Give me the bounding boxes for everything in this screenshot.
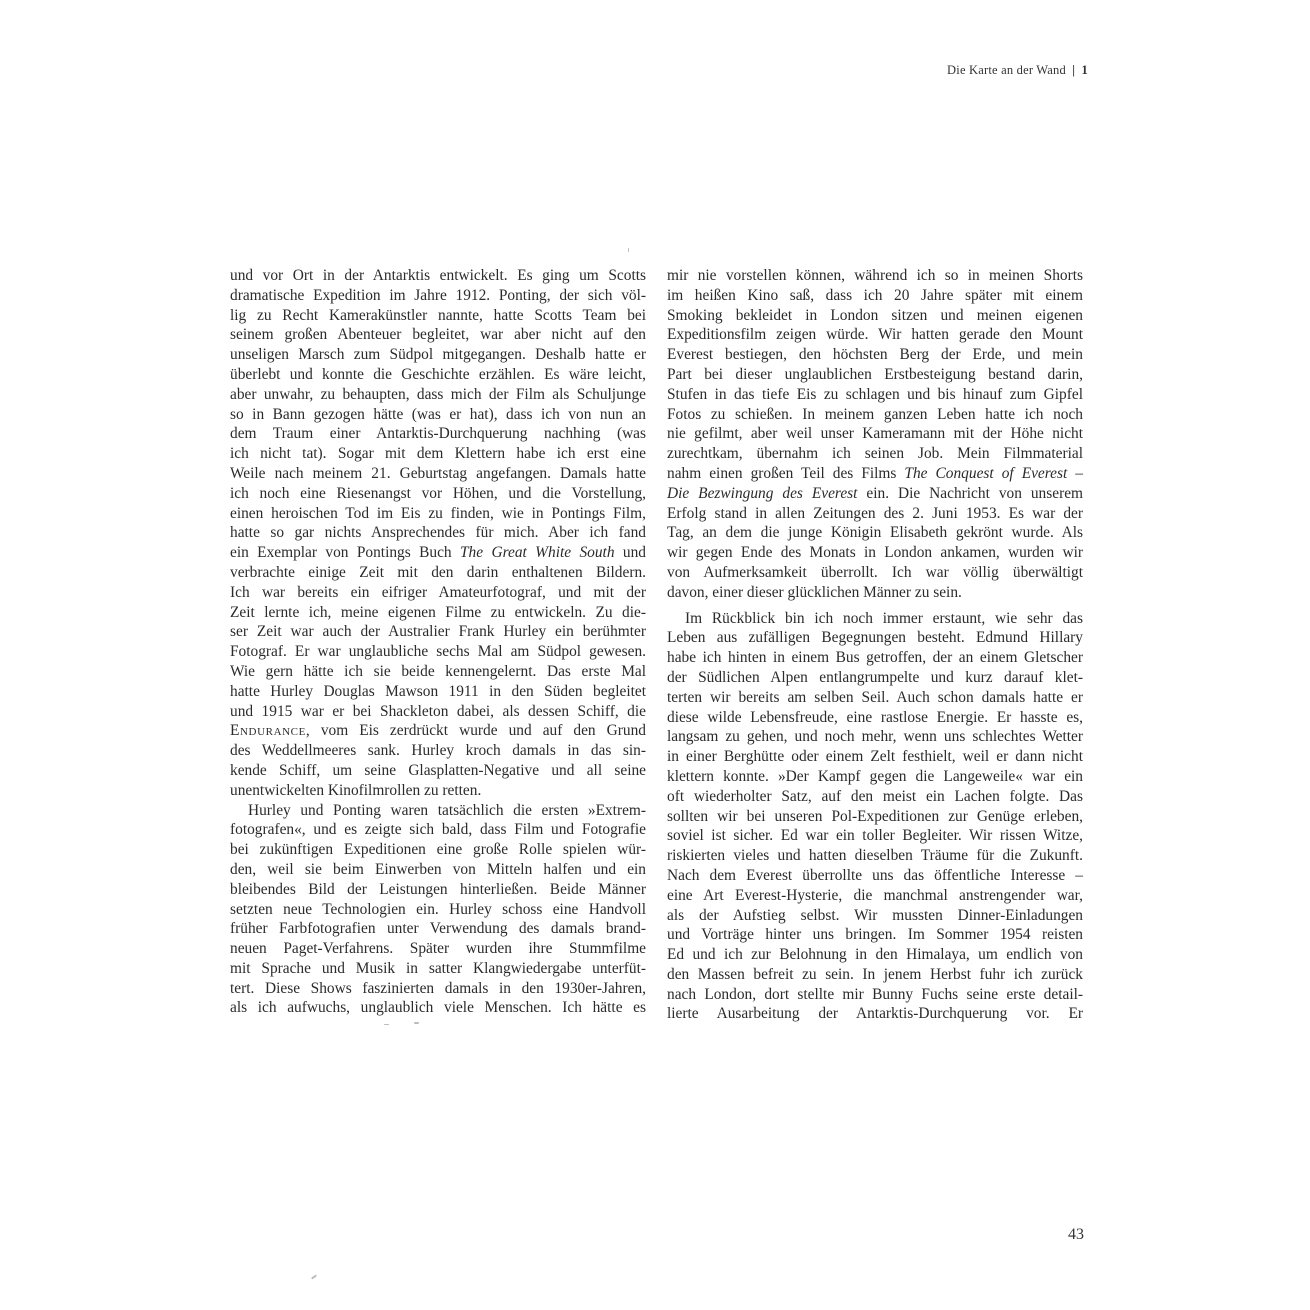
book-title-italic: The Conquest of Everest – [904, 464, 1083, 482]
text-line: Im Rückblick bin ich noch immer erstaunt, wie sehr das [685, 609, 1083, 627]
running-head-chapter: 1 [1081, 63, 1088, 77]
text-line: Zeit lernte ich, meine eigenen Filme zu entwickeln. Zu die- [230, 603, 646, 621]
text-line: und 1915 war er bei Shackleton dabei, als dessen Schiff, die [230, 702, 646, 720]
text-line: kende Schiff, um seine Glasplatten-Negative und all seine [230, 761, 646, 779]
text-line: des Weddellmeeres sank. Hurley kroch damals in das sin- [230, 742, 646, 760]
running-head-title: Die Karte an der Wand [947, 63, 1066, 77]
left-text-column [230, 266, 646, 1018]
text-line: als ich aufwuchs, unglaublich viele Menschen. Ich hätte es [230, 999, 646, 1017]
text-line: hatte Hurley Douglas Mawson 1911 in den Süden begleitet [230, 682, 646, 700]
text-line: aber unwahr, zu behaupten, dass mich der Film als Schuljunge [230, 385, 646, 403]
text-line: der Südlichen Alpen entlangrumpelte und kurz darauf klet- [667, 668, 1083, 686]
text-line: dramatische Expedition im Jahre 1912. Ponting, der sich völ- [230, 286, 646, 304]
text-line: Everest bestiegen, den höchsten Berg der Erde, und mein [667, 346, 1083, 364]
text-line: Stufen in das tiefe Eis zu schlagen und bis hinauf zum Gipfel [667, 385, 1083, 403]
book-title-italic: The Great White South [460, 544, 615, 562]
text-line: überlebt und konnte die Geschichte erzählen. Es wäre leicht, [230, 365, 646, 383]
text-line: Endurance, vom Eis zerdrückt wurde und auf den Grund [230, 722, 646, 740]
text-line: dem Traum einer Antarktis-Durchquerung nachhing (was [230, 425, 646, 443]
text-line: nahm einen großen Teil des Films The Conquest of Everest – [667, 464, 1083, 482]
text-line: fotografen«, und es zeigte sich bald, dass Film und Fotografie [230, 821, 646, 839]
text-line: früher Farbfotografien unter Verwendung des damals brand- [230, 920, 646, 938]
text-line: unseligen Marsch zum Südpol mitgegangen. Deshalb hatte er [230, 346, 646, 364]
text-line: ser Zeit war auch der Australier Frank Hurley ein berühmter [230, 623, 646, 641]
text-line: Smoking bekleidet in London sitzen und meinen eigenen [667, 306, 1083, 324]
text-line: wir gegen Ende des Monats in London ankamen, wurden wir [667, 544, 1083, 562]
text-line: bei zukünftigen Expeditionen eine große Rolle spielen wür- [230, 841, 646, 859]
text-line: hatte so gar nichts Ansprechendes für mich. Aber ich fand [230, 524, 646, 542]
text-line: terten wir bereits am selben Seil. Auch schon damals hatte er [667, 688, 1083, 706]
scan-speck [628, 248, 629, 252]
text-line: Erfolg stand in allen Zeitungen des 2. Juni 1953. Es war der [667, 504, 1083, 522]
running-head [947, 63, 1088, 78]
text-line: diese wilde Lebensfreude, eine rastlose Energie. Er hasste es, [667, 708, 1083, 726]
text-line: in einer Berghütte oder einem Zelt festhielt, weil er dann nicht [667, 748, 1083, 766]
text-line: Fotos zu schießen. In meinem ganzen Leben hatte ich noch [667, 405, 1083, 423]
text-line: mir nie vorstellen können, während ich so in meinen Shorts [667, 267, 1083, 284]
text-line: lierte Ausarbeitung der Antarktis-Durchquerung vor. Er [667, 1005, 1083, 1023]
text-line: nach London, dort stellte mir Bunny Fuchs seine erste detail- [667, 985, 1083, 1003]
ship-name-small-caps: Endurance [230, 722, 306, 740]
scan-speck [384, 1024, 389, 1025]
text-line: den, weil sie beim Einwerben von Mitteln halfen und ein [230, 860, 646, 878]
text-line: Fotograf. Er war unglaubliche sechs Mal am Südpol gewesen. [230, 643, 646, 661]
text-line: mit Sprache und Musik in satter Klangwiedergabe unterfüt- [230, 959, 646, 977]
text-line: seinem großen Abenteuer begleitet, war aber nicht auf den [230, 326, 646, 344]
text-line: sollten wir bei unseren Pol-Expeditionen zur Genüge erleben, [667, 807, 1083, 825]
text-line: Ed und ich zur Belohnung in den Himalaya, um endlich von [667, 946, 1083, 964]
text-line: Nach dem Everest überrollte uns das öffentliche Interesse – [667, 866, 1083, 884]
text-line: im heißen Kino saß, dass ich 20 Jahre später mit einem [667, 286, 1083, 304]
text-line: Hurley und Ponting waren tatsächlich die ersten »Extrem- [248, 801, 646, 819]
text-line: setzten neue Technologien ein. Hurley schoss eine Handvoll [230, 900, 646, 918]
text-line: Leben aus zufälligen Begegnungen besteht. Edmund Hillary [667, 629, 1083, 647]
text-line: so in Bann gezogen hätte (was er hat), dass ich von nun an [230, 405, 646, 423]
text-line: soviel ist sicher. Ed war ein toller Begleiter. Wir rissen Witze, [667, 827, 1083, 845]
text-line: davon, einer dieser glücklichen Männer zu sein. [667, 583, 962, 601]
text-line: eine Art Everest-Hysterie, die manchmal anstrengender war, [667, 886, 1083, 904]
text-line: von Aufmerksamkeit überrollt. Ich war völlig überwältigt [667, 563, 1083, 581]
text-line: langsam zu gehen, und noch mehr, wenn uns schlechtes Wetter [667, 728, 1083, 746]
book-title-italic: Die Bezwingung des Everest [667, 484, 858, 502]
text-line: Weile nach meinem 21. Geburtstag angefangen. Damals hatte [230, 464, 646, 482]
text-line: einen heroischen Tod im Eis zu finden, wie in Pontings Film, [230, 504, 646, 522]
text-line: neuen Paget-Verfahrens. Später wurden ihre Stummfilme [230, 940, 646, 958]
text-line: Tag, an dem die junge Königin Elisabeth gekrönt wurde. Als [667, 524, 1083, 542]
text-line: unentwickelten Kinofilmrollen zu retten. [230, 781, 482, 799]
text-line: und Vorträge hinter uns bringen. Im Sommer 1954 reisten [667, 926, 1083, 944]
right-text-column [667, 266, 1083, 1024]
text-line: Die Bezwingung des Everest ein. Die Nachricht von unserem [667, 484, 1083, 502]
text-line: lig zu Recht Kamerakünstler nannte, hatte Scotts Team bei [230, 306, 646, 324]
running-head-separator: | [1072, 63, 1076, 77]
text-line: bleibendes Bild der Leistungen hinterließen. Beide Männer [230, 880, 646, 898]
text-line: Expeditionsfilm zeigen würde. Wir hatten gerade den Mount [667, 326, 1083, 344]
text-line: oft wiederholter Satz, auf den meist ein Lachen folgte. Das [667, 787, 1083, 805]
scan-speck [414, 1022, 419, 1024]
text-line: tert. Diese Shows faszinierten damals in den 1930er-Jahren, [230, 979, 646, 997]
text-line: Part bei dieser unglaublichen Erstbesteigung bestand darin, [667, 365, 1083, 383]
text-line: ich noch eine Riesenangst vor Höhen, und die Vorstellung, [230, 484, 646, 502]
text-line: und vor Ort in der Antarktis entwickelt. Es ging um Scotts [230, 267, 646, 284]
text-line: nie gefilmt, aber weil unser Kameramann mit der Höhe nicht [667, 425, 1083, 443]
text-line: Ich war bereits ein eifriger Amateurfotograf, und mit der [230, 583, 646, 601]
text-line: riskierten vieles und hatten dieselben Träume für die Zukunft. [667, 847, 1083, 865]
text-line: habe ich hinten in einem Bus getroffen, der an einem Gletscher [667, 649, 1083, 667]
text-line: klettern konnte. »Der Kampf gegen die Langeweile« war ein [667, 767, 1083, 785]
scan-speck [311, 1274, 317, 1279]
text-line: Wie gern hätte ich sie beide kennengelernt. Das erste Mal [230, 662, 646, 680]
page-number: 43 [1068, 1226, 1084, 1243]
text-line: ich nicht tat). Sogar mit dem Klettern habe ich erst eine [230, 445, 646, 463]
text-line: zurechtkam, übernahm ich seinen Job. Mein Filmmaterial [667, 445, 1083, 463]
text-line: als der Aufstieg selbst. Wir mussten Dinner-Einladungen [667, 906, 1083, 924]
text-line: ein Exemplar von Pontings Buch The Great White South und [230, 544, 646, 562]
text-line: verbrachte einige Zeit mit den darin enthaltenen Bildern. [230, 563, 646, 581]
text-line: den Massen befreit zu sein. In jenem Herbst fuhr ich zurück [667, 965, 1083, 983]
